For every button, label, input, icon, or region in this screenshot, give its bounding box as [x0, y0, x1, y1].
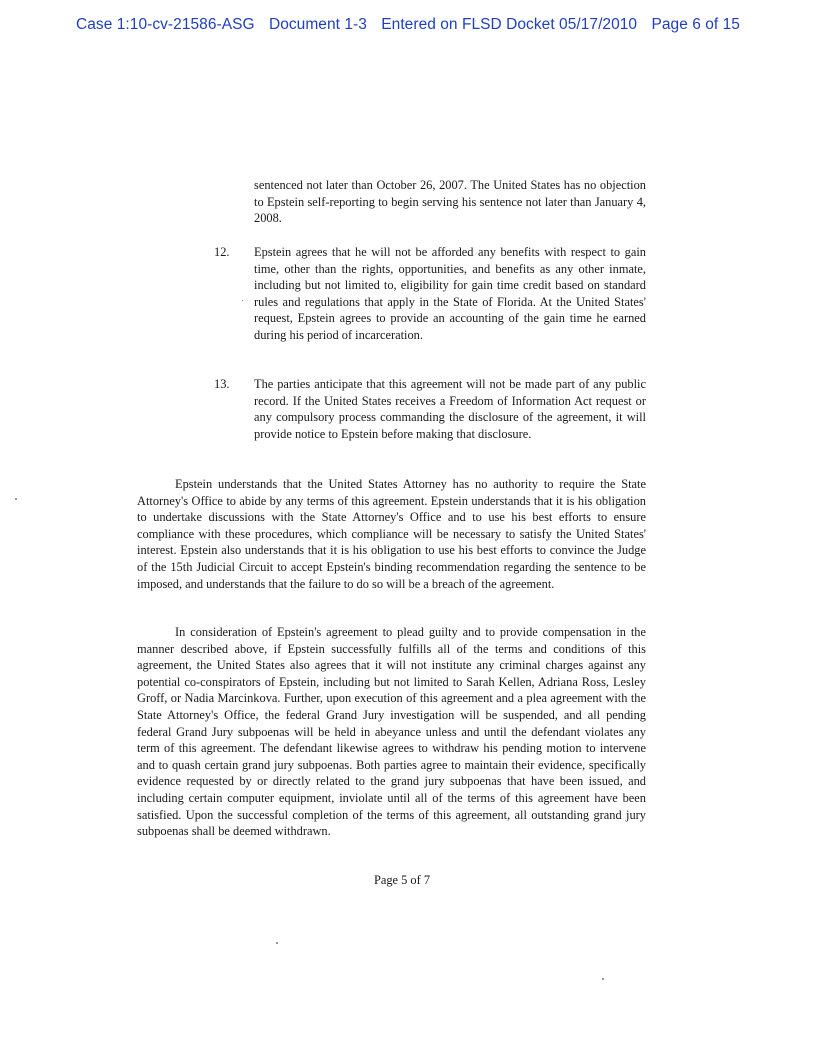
docket-page-number: Page 6 of 15: [651, 16, 740, 33]
court-docket-header: [0, 16, 816, 34]
body-paragraph: Epstein understands that the United States Attorney has no authority to require the State Attorney's Office to abide by any terms of this agreement. Epstein understands that it is his obligation to undertake discussions with the State Attorney's Office and to use his best efforts to ensure compliance with these procedures, which compliance will be necessary to satisfy the United States' interest. Epstein also understands that it is his obligation to use his best efforts to convince the Judge of the 15th Judicial Circuit to accept Epstein's binding recommendation regarding the sentence to be imposed, and understands that the failure to do so will be a breach of the agreement.: [137, 477, 646, 591]
item-text: Epstein agrees that he will not be afforded any benefits with respect to gain time, other than the rights, opportunities, and benefits as any other inmate, including but not limited to, eligibility for gain time credit based on standard rules and regulations that apply in the State of Florida. At the United States' request, Epstein agrees to provide an accounting of the gain time he earned during his period of incarceration.: [254, 245, 646, 342]
scan-speck: [276, 942, 278, 944]
scan-speck: [15, 498, 17, 500]
case-number: Case 1:10-cv-21586-ASG: [76, 16, 255, 33]
scan-speck: [242, 300, 243, 301]
body-paragraph: In consideration of Epstein's agreement to plead guilty and to provide compensation in the manner described above, if Epstein successfully fulfills all of the terms and conditions of this agreement, the United States also agrees that it will not institute any criminal charges against any potential co-conspirators of Epstein, including but not limited to Sarah Kellen, Adriana Ross, Lesley Groff, or Nadia Marcinkova. Further, upon execution of this agreement and a plea agreement with the State Attorney's Office, the federal Grand Jury investigation will be suspended, and all pending federal Grand Jury subpoenas will be held in abeyance unless and until the defendant violates any term of this agreement. The defendant likewise agrees to withdraw his pending motion to intervene and to quash certain grand jury subpoenas. Both parties agree to maintain their evidence, specifically evidence requested by or directly related to the grand jury subpoenas that have been issued, and including certain computer equipment, inviolate until all of the terms of this agreement have been satisfied. Upon the successful completion of the terms of this agreement, all outstanding grand jury subpoenas shall be deemed withdrawn.: [137, 625, 646, 839]
item-number: 13.: [214, 377, 230, 391]
document-number: Document 1-3: [268, 16, 367, 33]
continued-paragraph: sentenced not later than October 26, 2007. The United States has no objection to Epstein self-reporting to begin serving his sentence not later than January 4, 2008.: [254, 178, 646, 226]
item-text: The parties anticipate that this agreement will not be made part of any public record. If the United States receives a Freedom of Information Act request or any compulsory process commanding the disclosure of the agreement, it will provide notice to Epstein before making that disclosure.: [254, 377, 646, 441]
page-footer: Page 5 of 7: [373, 873, 431, 887]
docket-entry: Entered on FLSD Docket 05/17/2010: [381, 16, 638, 33]
item-number: 12.: [214, 245, 230, 259]
scan-speck: [602, 978, 604, 980]
